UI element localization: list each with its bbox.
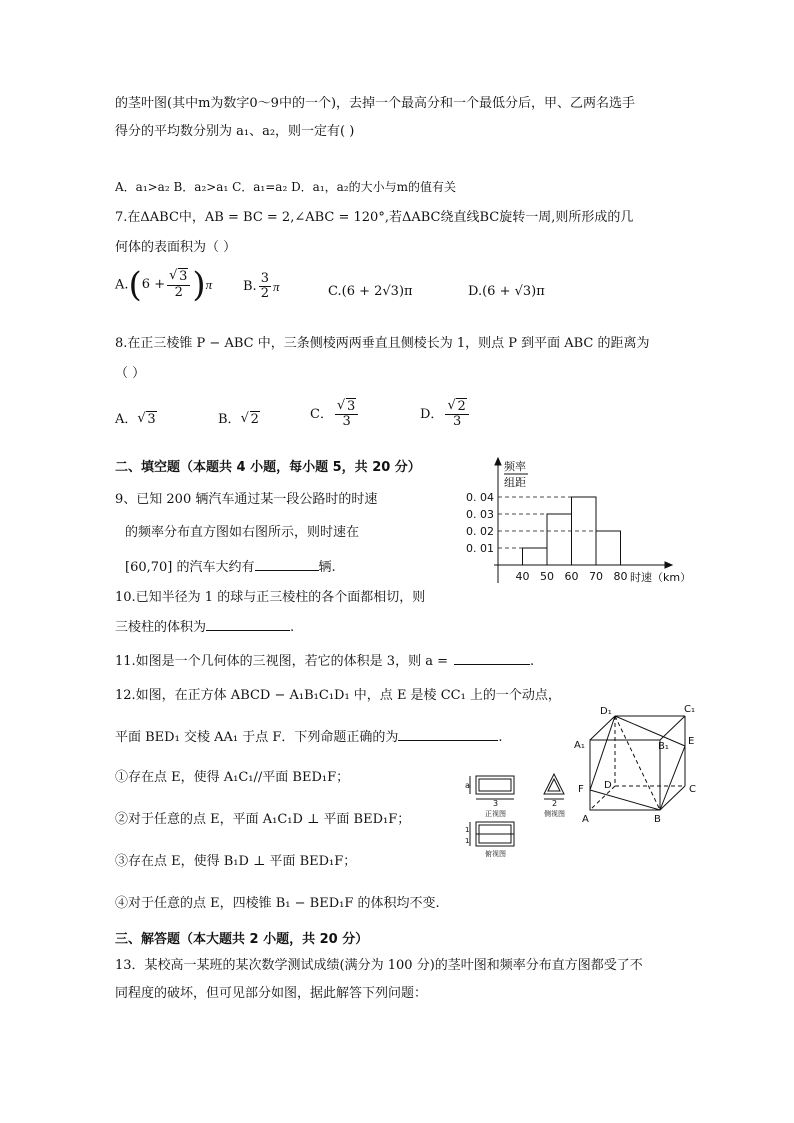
- q7-opt-a-den: 2: [174, 284, 183, 300]
- side-dim-2: 2: [552, 799, 558, 808]
- top-caption: 俯视图: [485, 850, 506, 858]
- q10-line1: 10.已知半径为 1 的球与正三棱柱的各个面都相切，则: [115, 590, 426, 605]
- q8-line2: （ ）: [115, 366, 146, 381]
- cube-label-b1: B₁: [658, 741, 669, 752]
- q7-opt-a-int: 6 +: [141, 277, 166, 293]
- cube-label-c1: C₁: [684, 704, 695, 715]
- q8-option-d: [420, 400, 471, 430]
- q7-opt-b-den: 2: [260, 286, 269, 302]
- q10-line2-post: .: [290, 620, 295, 635]
- hist-ylabel-top: 频率: [504, 460, 526, 473]
- q8-opt-d-num: 2: [457, 399, 466, 414]
- q12-line2-pre: 平面 BED₁ 交棱 AA₁ 于点 F．下列命题正确的为: [115, 730, 399, 745]
- q7-option-d: D.(6 + √3)π: [468, 284, 545, 299]
- q12-item2: ②对于任意的点 E，平面 A₁C₁D ⊥ 平面 BED₁F；: [115, 812, 411, 827]
- top-dim-1a: 1: [465, 826, 470, 834]
- q8-opt-a-rad: 3: [147, 412, 156, 427]
- q9-line3-pre: [60,70] 的汽车大约有: [125, 560, 255, 575]
- hist-bar-50-60: [547, 514, 572, 565]
- section3-title: 三、解答题（本大题共 2 小题，共 20 分）: [115, 932, 369, 947]
- top-view: [470, 822, 514, 846]
- side-caption: 侧视图: [544, 810, 565, 818]
- q10-line2: [115, 618, 294, 636]
- front-caption: 正视图: [485, 810, 506, 818]
- q8-opt-c-label: C．: [310, 407, 333, 422]
- q12-item1: ①存在点 E，使得 A₁C₁//平面 BED₁F；: [115, 770, 350, 785]
- q8-opt-d-den: 3: [452, 414, 462, 430]
- q7-option-c: C.(6 + 2√3)π: [328, 284, 413, 299]
- three-view-drawing: [460, 770, 585, 860]
- hist-xlabel: 时速（km）: [630, 571, 692, 584]
- top-dim-1b: 1: [465, 837, 470, 845]
- q7-opt-b-num: 3: [260, 271, 269, 286]
- cube-label-d: D: [604, 780, 612, 791]
- hist-y-tick-1: 0. 03: [466, 508, 494, 521]
- front-dim-a: a: [465, 781, 470, 790]
- q12-item3: ③存在点 E，使得 B₁D ⊥ 平面 BED₁F；: [115, 854, 357, 869]
- q7-opt-a-label: A.: [115, 277, 129, 293]
- q8-line1: 8.在正三棱锥 P − ABC 中，三条侧棱两两垂直且侧棱长为 1，则点 P 到平面 ABC 的距离为: [115, 336, 650, 351]
- section2-title: 二、填空题（本题共 4 小题，每小题 5，共 20 分）: [115, 460, 421, 475]
- hist-x-tick-40: 40: [515, 570, 530, 583]
- hist-ylabel-bottom: 组距: [504, 476, 526, 489]
- q7-line2: 何体的表面积为（ ）: [115, 240, 237, 255]
- q10-line2-pre: 三棱柱的体积为: [115, 620, 207, 635]
- q11-answer-blank[interactable]: [454, 652, 530, 665]
- cube-label-a1: A₁: [574, 740, 585, 751]
- q10-answer-blank[interactable]: [206, 618, 290, 631]
- q8-opt-a-label: A．: [115, 412, 138, 427]
- q8-option-b: [218, 412, 260, 428]
- q9-line1: 9、已知 200 辆汽车通过某一段公路时的时速: [115, 492, 378, 507]
- hist-x-tick-50: 50: [540, 570, 554, 583]
- hist-x-tick-80: 80: [613, 570, 628, 583]
- q7-option-b: [243, 272, 279, 302]
- side-view: [544, 774, 564, 799]
- q11-line: [115, 652, 534, 670]
- hist-bar-70-80: [596, 531, 621, 565]
- front-view: [470, 776, 514, 799]
- frequency-histogram: [462, 455, 712, 590]
- q13-line1: 13．某校高一某班的某次数学测试成绩(满分为 100 分)的茎叶图和频率分布直方图都受了不: [115, 958, 643, 973]
- q8-option-c: [310, 400, 360, 430]
- q9-line2: 的频率分布直方图如右图所示，则时速在: [125, 525, 360, 540]
- q6-options: A．a₁>a₂ B．a₂>a₁ C．a₁=a₂ D．a₁，a₂的大小与m的值有关: [115, 180, 456, 194]
- hist-y-arrow: [495, 458, 501, 465]
- q11-line-post: .: [530, 654, 535, 669]
- cube-label-f: F: [578, 784, 584, 795]
- q12-item4: ④对于任意的点 E，四棱锥 B₁ − BED₁F 的体积均不变.: [115, 896, 440, 911]
- q8-opt-b-rad: 2: [250, 412, 259, 427]
- front-dim-3: 3: [493, 799, 499, 808]
- q7-opt-a-pi: π: [205, 277, 213, 293]
- q12-answer-blank[interactable]: [398, 728, 498, 741]
- cube-figure: [570, 700, 705, 825]
- hist-x-arrow: [665, 562, 672, 568]
- q8-opt-c-den: 3: [342, 414, 351, 430]
- q12-line2-post: .: [498, 730, 503, 745]
- q8-opt-b-label: B．: [218, 412, 241, 427]
- hist-y-tick-3: 0. 01: [466, 542, 494, 555]
- cube-label-a: A: [582, 814, 589, 825]
- cube-label-b: B: [654, 814, 661, 825]
- hist-y-tick-0: 0. 04: [466, 491, 494, 504]
- q8-option-a: [115, 412, 157, 428]
- q9-answer-blank[interactable]: [255, 558, 319, 571]
- cube-label-d1: D₁: [600, 706, 612, 717]
- q13-line2: 同程度的破坏，但可见部分如图，据此解答下列问题：: [115, 986, 428, 1001]
- q7-opt-a-num: 3: [179, 269, 188, 285]
- cube-label-e: E: [688, 736, 695, 747]
- q8-opt-c-num: 3: [346, 399, 356, 414]
- q8-opt-d-label: D．: [420, 407, 444, 422]
- q7-opt-b-pi: π: [272, 279, 280, 294]
- q11-line-pre: 11.如图是一个几何体的三视图，若它的体积是 3，则 a =: [115, 654, 448, 669]
- q6-line2: 得分的平均数分别为 a₁、a₂，则一定有( ): [115, 124, 355, 139]
- hist-x-tick-70: 70: [589, 570, 603, 583]
- q9-line3-post: 辆.: [318, 560, 336, 575]
- q6-line1: 的茎叶图(其中m为数字0～9中的一个)，去掉一个最高分和一个最低分后，甲、乙两名选手: [115, 96, 636, 111]
- q7-option-a: A.(6 + √ $\frac{3}{2}$ )π: [115, 268, 212, 302]
- hist-x-tick-60: 60: [564, 570, 579, 583]
- hist-y-tick-2: 0. 02: [466, 525, 494, 538]
- q12-line1: 12.如图，在正方体 ABCD − A₁B₁C₁D₁ 中，点 E 是棱 CC₁ 上的一个动点，: [115, 688, 561, 703]
- q9-line3: [125, 558, 336, 576]
- q12-line2: [115, 728, 503, 746]
- q7-line1: 7.在ΔABC中，AB = BC = 2,∠ABC = 120°,若ΔABC绕直线BC旋转一周,则所形成的几: [115, 210, 634, 225]
- hist-bar-40-50: [523, 548, 548, 565]
- cube-label-c: C: [689, 784, 696, 795]
- q7-opt-b-label: B.: [243, 279, 257, 294]
